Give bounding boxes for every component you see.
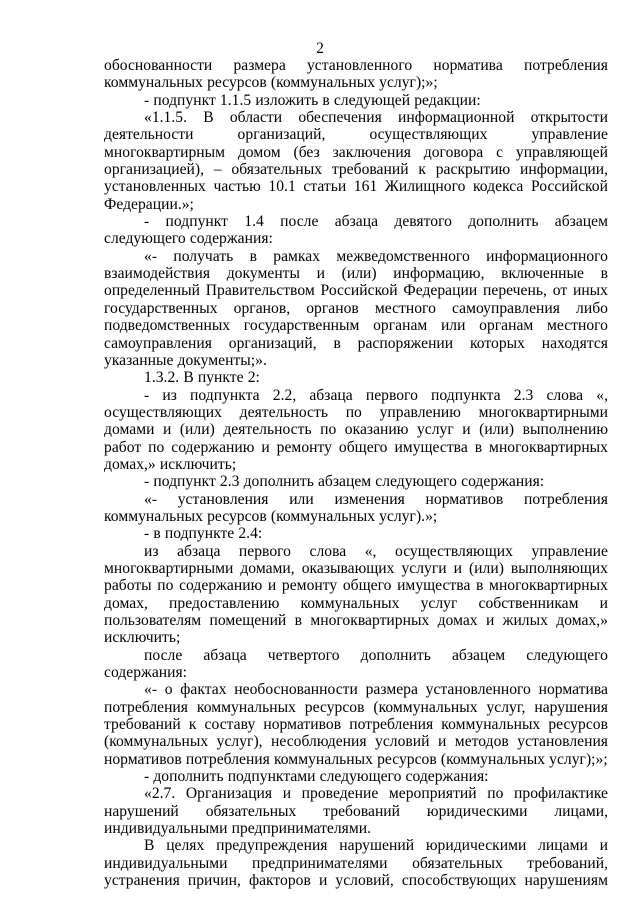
paragraph-11: из абзаца первого слова «, осуществляющих управление многоквартирными домами, оказывающих услуги и (или) выполняющих работы по содержанию и ремонту общего имущества в многоквартирных домах, предоставлению коммунальных услуг собственникам и пользователям помещений в многоквартирных домах и жилых домах,» исключить; xyxy=(104,542,608,647)
paragraph-13: «- о фактах необоснованности размера установленного норматива потребления коммунальных ресурсов (коммунальных услуг, нарушения требований к составу нормативов потребления коммунальных ресурсов (коммунальных услуг), несоблюдения условий и методов установления нормативов потребления коммунальных ресурсов (коммунальных услуг);»; xyxy=(104,681,608,768)
paragraph-7: - из подпункта 2.2, абзаца первого подпункта 2.3 слова «, осуществляющих деятельность по управлению многоквартирными домами и (или) деятельность по оказанию услуг и (или) выполнению работ по содержанию и ремонту общего имущества в многоквартирных домах,» исключить; xyxy=(104,386,608,473)
paragraph-14: - дополнить подпунктами следующего содержания: xyxy=(144,768,489,786)
paragraph-4: - подпункт 1.4 после абзаца девятого дополнить абзацем следующего содержания: xyxy=(104,213,608,248)
paragraph-3: «1.1.5. В области обеспечения информационной открытости деятельности организаций, осуществляющих управление многоквартирным домом (без заключения договора с управляющей организацией), – обязательных требований к раскрытию информации, установленных частью 10.1 статьи 161 Жилищного кодекса Российской Федерации.»; xyxy=(104,109,608,213)
document-body xyxy=(104,57,608,890)
paragraph-12: после абзаца четвертого дополнить абзацем следующего содержания: xyxy=(104,646,608,682)
page-number: 2 xyxy=(316,40,324,57)
paragraph-15: «2.7. Организация и проведение мероприятий по профилактике нарушений обязательных требований юридическими лицами, индивидуальными предпринимателями. xyxy=(104,785,608,838)
paragraph-2: - подпункт 1.1.5 изложить в следующей редакции: xyxy=(144,91,481,109)
paragraph-9: «- установления или изменения нормативов потребления коммунальных ресурсов (коммунальных услуг).»; xyxy=(104,490,608,525)
paragraph-5: «- получать в рамках межведомственного информационного взаимодействия документы и (или) информацию, включенные в определенный Правительством Российской Федерации перечень, от иных государственных органов, органов местного самоуправления либо подведомственных государственным органам или органам местного самоуправления организаций, в распоряжении которых находятся указанные документы;». xyxy=(104,247,608,369)
paragraph-16: В целях предупреждения нарушений юридическими лицами и индивидуальными предпринимателями обязательных требований, устранения причин, факторов и условий, способствующих нарушениям xyxy=(104,837,608,890)
paragraph-10: - в подпункте 2.4: xyxy=(144,525,263,543)
paragraph-8: - подпункт 2.3 дополнить абзацем следующего содержания: xyxy=(144,473,545,491)
paragraph-1: обоснованности размера установленного норматива потребления коммунальных ресурсов (коммунальных услуг);»; xyxy=(104,57,608,92)
paragraph-6: 1.3.2. В пункте 2: xyxy=(144,369,260,387)
